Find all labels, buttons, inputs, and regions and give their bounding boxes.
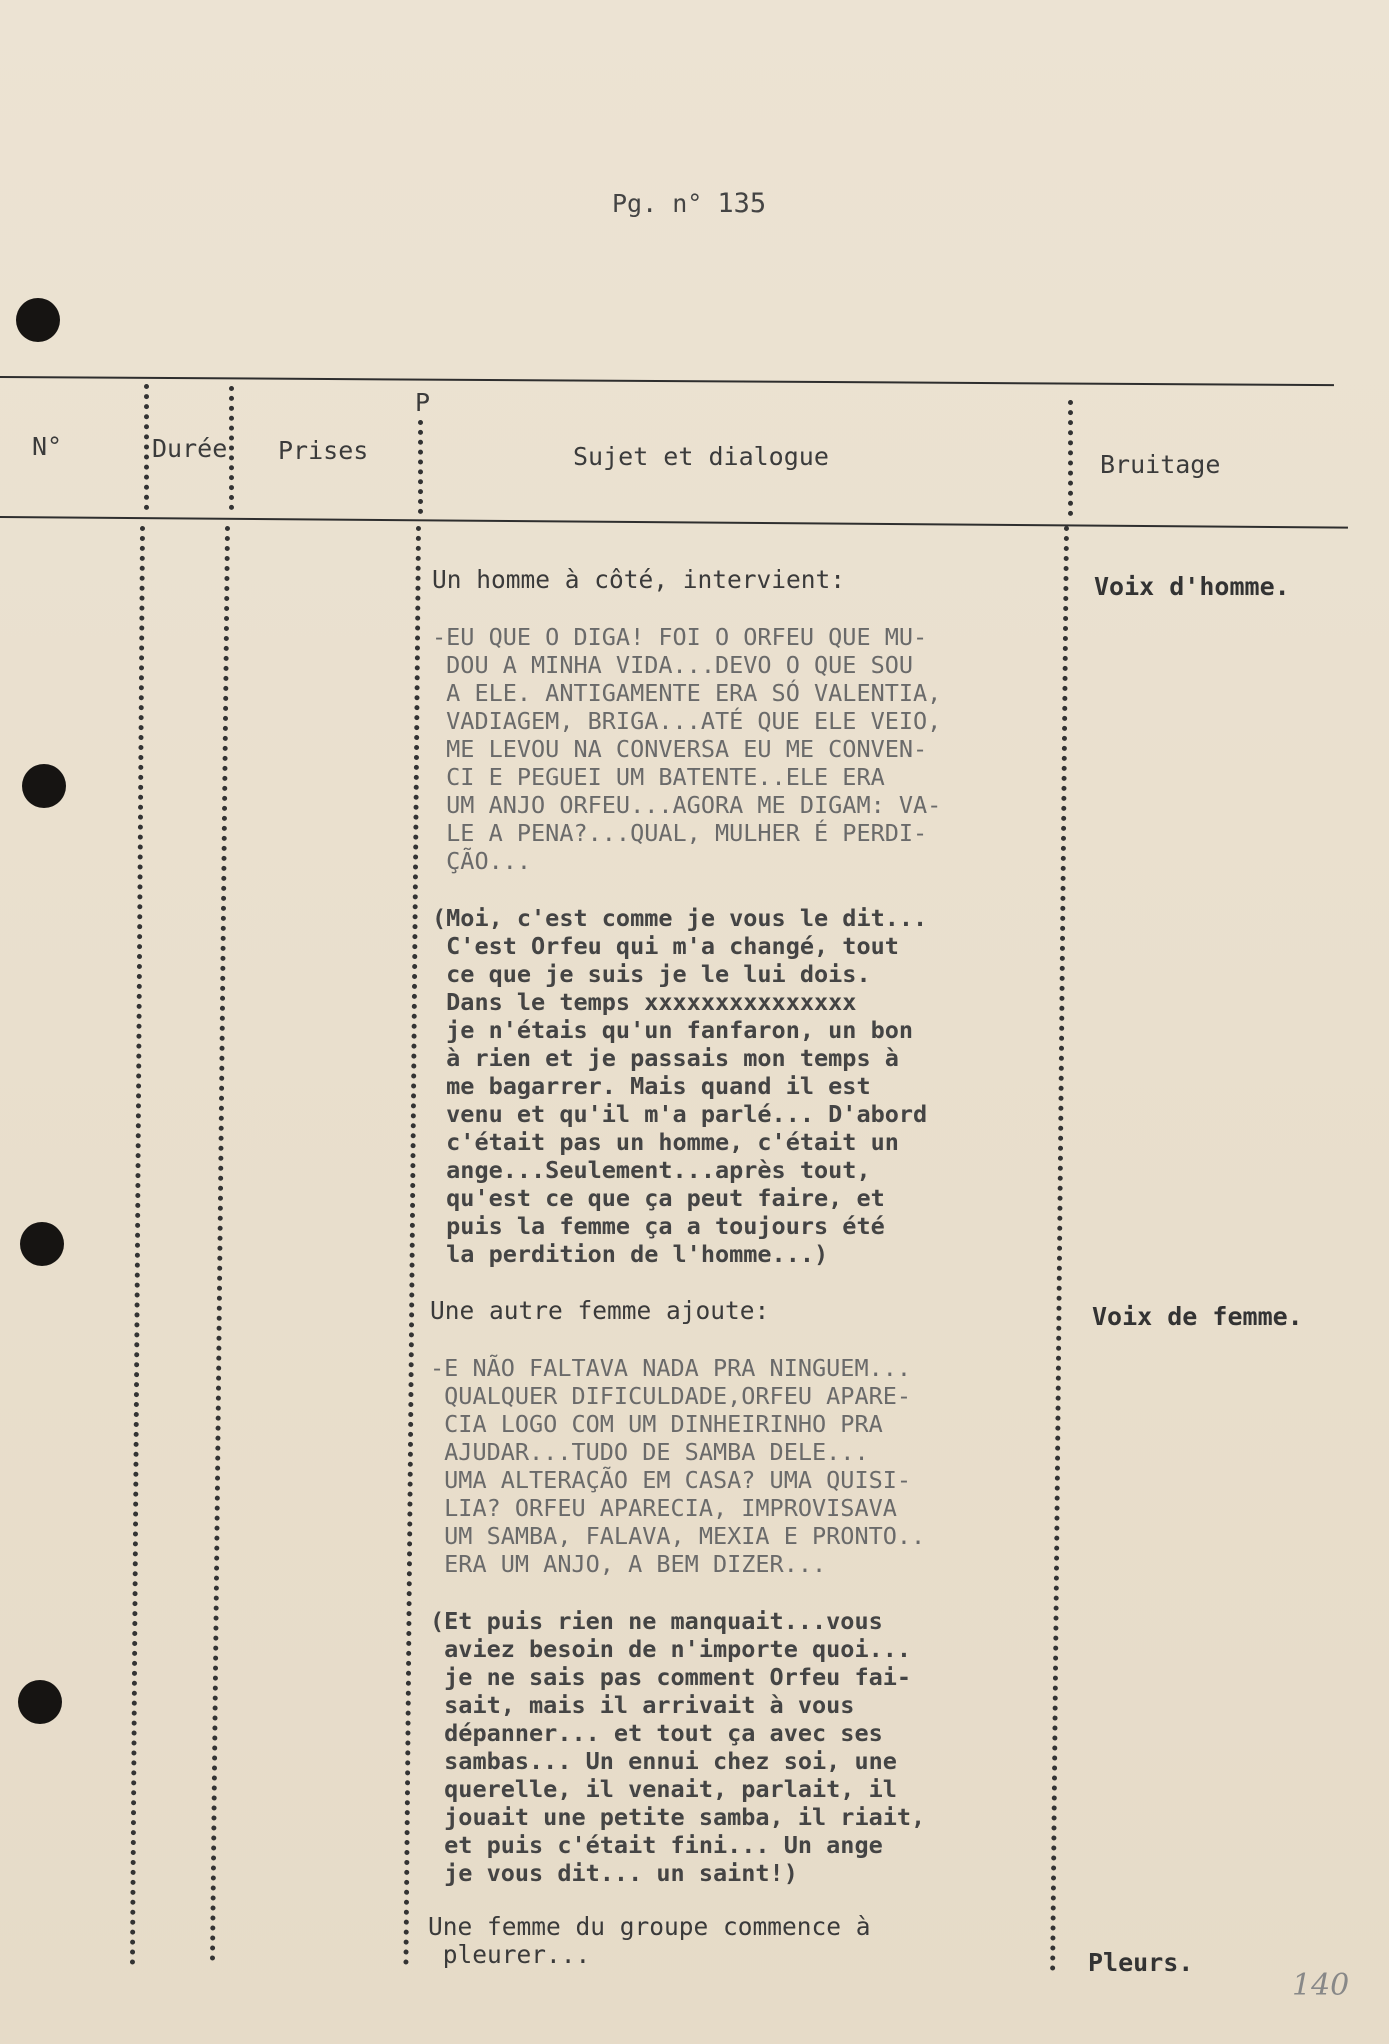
dialogue-portuguese: -EU QUE O DIGA! FOI O ORFEU QUE MU- DOU A MINHA VIDA...DEVO O QUE SOU A ELE. ANTIGAMENTE ERA SÓ VALENTIA, VADIAGEM, BRIGA...ATÉ QUE ELE VEIO, ME LEVOU NA CONVERSA EU ME CONVEN- CI E PEGUEI UM BATENTE..ELE ERA UM ANJO ORFEU...AGORA ME DIGAM: VA- LE A PENA?...QUAL, MULHER É PERDI- ÇÃO...: [432, 623, 942, 875]
handwritten-page-number: 140: [1292, 1968, 1350, 2003]
dialogue-french: (Et puis rien ne manquait...vous aviez besoin de n'importe quoi... je ne sais pas comment Orfeu fai- sait, mais il arrivait à vous dépanner... et tout ça avec ses sambas... Un ennui chez soi, une querelle, il venait, parlait, il jouait une petite samba, il riait, et puis c'était fini... Un ange je vous dit... un saint!): [430, 1607, 926, 1887]
page-number-value: 135: [717, 188, 767, 219]
punch-hole: [20, 1222, 64, 1266]
column-separator-prises: [418, 420, 427, 514]
column-separator-no: [144, 384, 153, 510]
punch-hole: [16, 298, 60, 342]
stage-direction: Une autre femme ajoute:: [430, 1296, 770, 1325]
column-header-p: P: [415, 388, 431, 417]
punch-hole: [22, 764, 66, 808]
column-header-sujet: Sujet et dialogue: [573, 442, 829, 471]
column-header-duree: Durée: [152, 434, 228, 463]
column-header-prises: Prises: [278, 436, 369, 465]
punch-hole: [18, 1680, 62, 1724]
page-number-label: Pg. n°: [612, 189, 703, 218]
dialogue-portuguese: -E NÃO FALTAVA NADA PRA NINGUEM... QUALQUER DIFICULDADE,ORFEU APARE- CIA LOGO COM UM DINHEIRINHO PRA AJUDAR...TUDO DE SAMBA DELE... UMA ALTERAÇÃO EM CASA? UMA QUISI- LIA? ORFEU APARECIA, IMPROVISAVA UM SAMBA, FALAVA, MEXIA E PRONTO.. ERA UM ANJO, A BEM DIZER...: [430, 1354, 926, 1578]
stage-direction: Une femme du groupe commence à pleurer...: [428, 1912, 871, 1969]
bruitage-entry: Pleurs.: [1088, 1948, 1194, 1977]
column-separator-sujet: [1068, 400, 1077, 516]
column-separator-duree: [229, 386, 238, 510]
bruitage-entry: Voix d'homme.: [1094, 572, 1290, 601]
bruitage-entry: Voix de femme.: [1092, 1302, 1303, 1331]
dialogue-french: (Moi, c'est comme je vous le dit... C'est Orfeu qui m'a changé, tout ce que je suis je le lui dois. Dans le temps xxxxxxxxxxxxxxx je n'étais qu'un fanfaron, un bon à rien et je passais mon temps à me bagarrer. Mais quand il est venu et qu'il m'a parlé... D'abord c'était pas un homme, c'était un ange...Seulement...après tout, qu'est ce que ça peut faire, et puis la femme ça a toujours été la perdition de l'homme...): [432, 904, 928, 1268]
column-header-bruitage: Bruitage: [1100, 450, 1221, 479]
page-number-header: [612, 188, 766, 219]
stage-direction: Un homme à côté, intervient:: [432, 565, 846, 594]
column-header-no: N°: [32, 432, 63, 461]
